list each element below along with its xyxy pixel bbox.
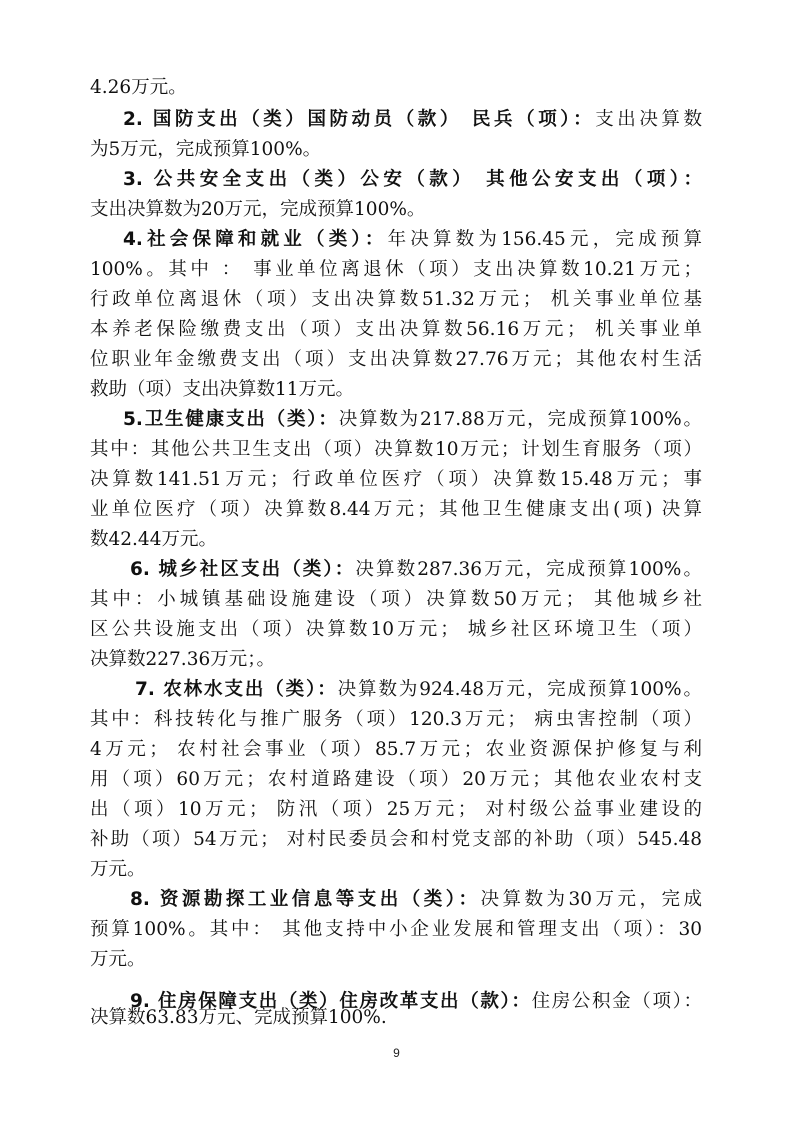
paragraph-2-line-2: 为5万元，完成预算100%。 bbox=[90, 139, 322, 160]
paragraph-2-heading: 2. 国防支出（类）国防动员（款） 民兵（项）： bbox=[123, 109, 596, 130]
paragraph-9-line-2: 决算数63.83万元、完成预算100%. bbox=[90, 1007, 387, 1028]
paragraph-2-text: 支出决算数 bbox=[595, 109, 702, 130]
paragraph-7-line-1 bbox=[135, 678, 702, 702]
paragraph-6-text: 决算数287.36万元，完成预算100%。 bbox=[355, 559, 702, 580]
paragraph-9-heading: 9. 住房保障支出（类）住房改革支出（款）： bbox=[130, 991, 532, 1012]
paragraph-7-line-4: 用（项）60万元；农村道路建设（项）20万元；其他农业农村支 bbox=[90, 769, 702, 790]
paragraph-5-line-2: 其中：其他公共卫生支出（项）决算数10万元；计划生育服务（项） bbox=[90, 439, 702, 460]
paragraph-5-heading: 5.卫生健康支出（类）： bbox=[123, 409, 339, 430]
paragraph-7-line-3: 4万元； 农村社会事业（项）85.7万元；农业资源保护修复与利 bbox=[90, 739, 702, 760]
paragraph-4-line-2: 100%。其中 ： 事业单位离退休（项）支出决算数10.21万元； bbox=[90, 259, 702, 280]
paragraph-4-text: 年决算数为156.45元，完成预算 bbox=[387, 229, 702, 250]
paragraph-3-heading: 3. 公共安全支出（类）公安（款） 其他公安支出（项）： bbox=[123, 169, 702, 190]
paragraph-1-tail: 4.26万元。 bbox=[90, 77, 187, 98]
paragraph-3-line-2: 支出决算数为20万元，完成预算100%。 bbox=[90, 199, 426, 220]
paragraph-7-text: 决算数为924.48万元，完成预算100%。 bbox=[337, 679, 702, 700]
paragraph-7-heading: 7. 农林水支出（类）： bbox=[135, 679, 338, 700]
paragraph-7-line-6: 补助（项）54万元； 对村民委员会和村党支部的补助（项）545.48 bbox=[90, 829, 702, 850]
paragraph-6-line-3: 区公共设施支出（项）决算数10万元； 城乡社区环境卫生（项） bbox=[90, 619, 702, 640]
page-number: 9 bbox=[393, 1046, 400, 1060]
paragraph-2-line-1 bbox=[123, 108, 702, 132]
paragraph-5-line-1 bbox=[123, 408, 702, 432]
paragraph-5-line-3: 决算数141.51万元；行政单位医疗（项）决算数15.48万元；事 bbox=[90, 469, 702, 490]
paragraph-9-text: 住房公积金（项）： bbox=[531, 991, 702, 1012]
paragraph-7-line-5: 出（项）10万元； 防汛（项）25万元； 对村级公益事业建设的 bbox=[90, 799, 702, 820]
paragraph-4-line-5: 位职业年金缴费支出（项）支出决算数27.76万元；其他农村生活 bbox=[90, 349, 702, 370]
paragraph-6-line-1 bbox=[130, 558, 702, 582]
paragraph-8-line-2: 预算100%。其中： 其他支持中小企业发展和管理支出（项）：30 bbox=[90, 919, 702, 940]
paragraph-6-line-2: 其中：小城镇基础设施建设（项）决算数50万元； 其他城乡社 bbox=[90, 589, 702, 610]
paragraph-5-line-5: 数42.44万元。 bbox=[90, 529, 217, 550]
paragraph-7-line-2: 其中：科技转化与推广服务（项）120.3万元； 病虫害控制（项） bbox=[90, 709, 702, 730]
paragraph-4-line-4: 本养老保险缴费支出（项）支出决算数56.16万元； 机关事业单 bbox=[90, 319, 702, 340]
paragraph-5-line-4: 业单位医疗（项）决算数8.44万元；其他卫生健康支出(项) 决算 bbox=[90, 499, 702, 520]
paragraph-4-line-3: 行政单位离退休（项）支出决算数51.32万元； 机关事业单位基 bbox=[90, 289, 702, 310]
paragraph-4-line-6: 救助（项）支出决算数11万元。 bbox=[90, 379, 355, 400]
paragraph-7-line-7: 万元。 bbox=[90, 859, 146, 880]
paragraph-4-line-1 bbox=[123, 228, 702, 252]
paragraph-4-heading: 4.社会保障和就业（类）： bbox=[123, 229, 388, 250]
paragraph-6-line-4: 决算数227.36万元；。 bbox=[90, 649, 275, 670]
paragraph-5-text: 决算数为217.88万元，完成预算100%。 bbox=[338, 409, 702, 430]
paragraph-8-line-1 bbox=[130, 888, 702, 912]
paragraph-6-heading: 6. 城乡社区支出（类）： bbox=[130, 559, 356, 580]
paragraph-8-text: 决算数为30万元，完成 bbox=[480, 889, 702, 910]
paragraph-8-heading: 8. 资源勘探工业信息等支出（类）： bbox=[130, 889, 481, 910]
paragraph-8-line-3: 万元。 bbox=[90, 949, 146, 970]
